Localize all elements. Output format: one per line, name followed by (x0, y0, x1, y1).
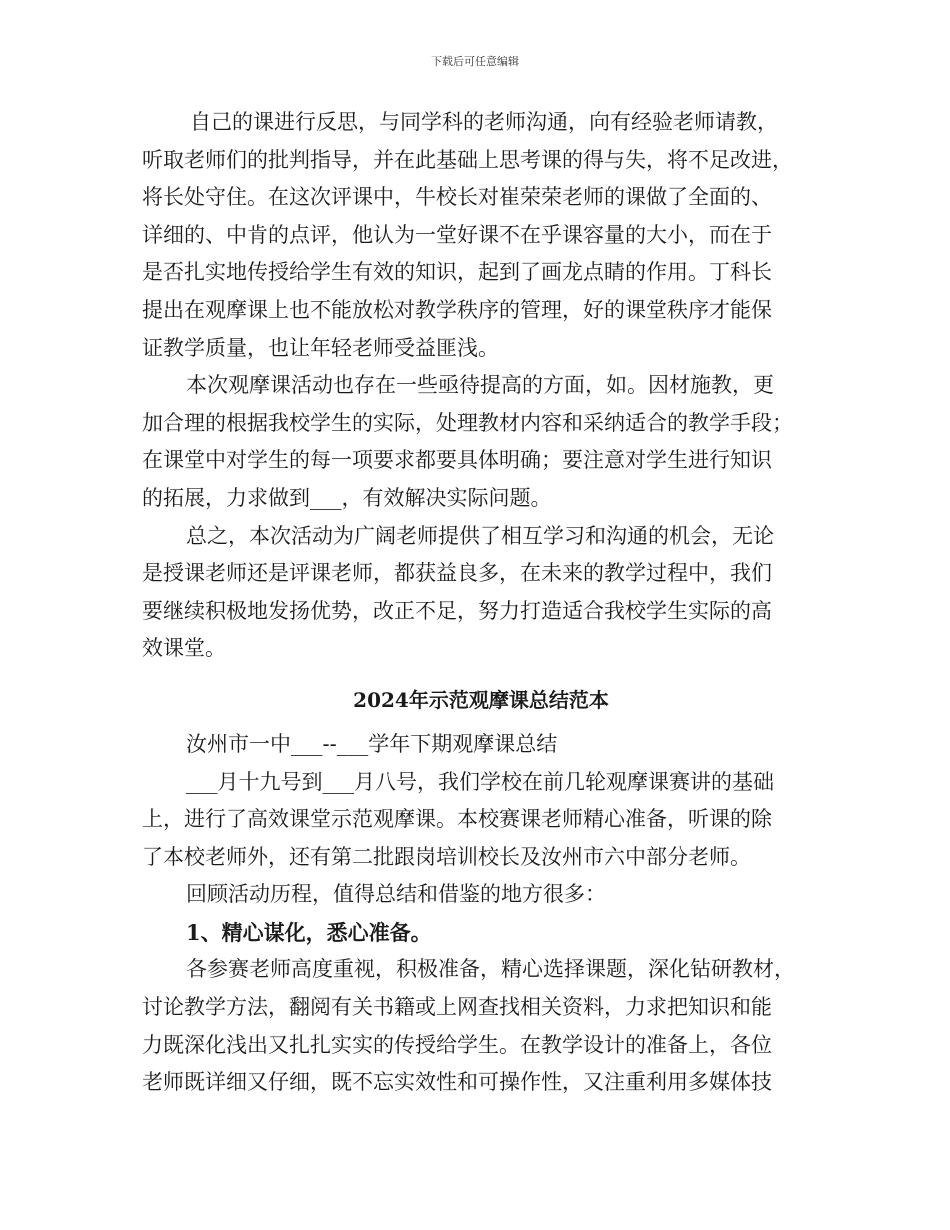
text-line: 是否扎实地传授给学生有效的知识，起到了画龙点睛的作用。丁科长 (142, 260, 772, 285)
text-line: 各参赛老师高度重视，积极准备，精心选择课题，深化钻研教材， (186, 957, 795, 982)
text-line: 了本校老师外，还有第二批跟岗培训校长及汝州市六中部分老师。 (142, 844, 751, 869)
text-line: 的拓展，力求做到___，有效解决实际问题。 (142, 485, 552, 510)
text-line: 听取老师们的批判指导，并在此基础上思考课的得与失，将不足改进， (142, 147, 793, 172)
text-line: 要继续积极地发扬优势，改正不足，努力打造适合我校学生实际的高 (142, 598, 772, 623)
text-line: 效课堂。 (142, 636, 226, 661)
text-line: 是授课老师还是评课老师，都获益良多，在未来的教学过程中，我们 (142, 561, 772, 586)
document-body (142, 104, 820, 1102)
text-line: 自己的课进行反思，与同学科的老师沟通，向有经验老师请教， (190, 110, 778, 134)
document-title: 2024年示范观摩课总结范本 (353, 687, 609, 712)
text-line: 总之，本次活动为广阔老师提供了相互学习和沟通的机会，无论 (186, 523, 774, 548)
text-line: 详细的、中肯的点评，他认为一堂好课不在乎课容量的大小，而在于 (142, 222, 772, 247)
text-line: 提出在观摩课上也不能放松对教学秩序的管理，好的课堂秩序才能保 (142, 297, 772, 322)
text-line: 讨论教学方法，翻阅有关书籍或上网查找相关资料，力求把知识和能 (142, 995, 772, 1020)
text-line: 证教学质量，也让年轻老师受益匪浅。 (142, 335, 499, 360)
subtitle-line: 汝州市一中___--___学年下期观摩课总结 (186, 731, 558, 756)
text-line: 上，进行了高效课堂示范观摩课。本校赛课老师精心准备，听课的除 (142, 807, 772, 832)
text-line: 本次观摩课活动也存在一些亟待提高的方面，如。因材施教，更 (186, 373, 774, 398)
text-line: 老师既详细又仔细，既不忘实效性和可操作性，又注重利用多媒体技 (142, 1070, 772, 1095)
section-heading: 1、精心谋化，悉心准备。 (186, 919, 432, 945)
page-header: 下载后可任意编辑 (431, 55, 519, 68)
text-line: 回顾活动历程，值得总结和借鉴的地方很多： (186, 882, 606, 907)
text-line: 将长处守住。在这次评课中，牛校长对崔荣荣老师的课做了全面的、 (142, 185, 772, 210)
text-line: 加合理的根据我校学生的实际，处理教材内容和采纳适合的教学手段； (142, 410, 793, 435)
text-line: 在课堂中对学生的每一项要求都要具体明确；要注意对学生进行知识 (142, 448, 772, 473)
text-line: 力既深化浅出又扎扎实实的传授给学生。在教学设计的准备上，各位 (142, 1032, 772, 1057)
text-line: ___月十九号到___月八号，我们学校在前几轮观摩课赛讲的基础 (186, 769, 774, 794)
